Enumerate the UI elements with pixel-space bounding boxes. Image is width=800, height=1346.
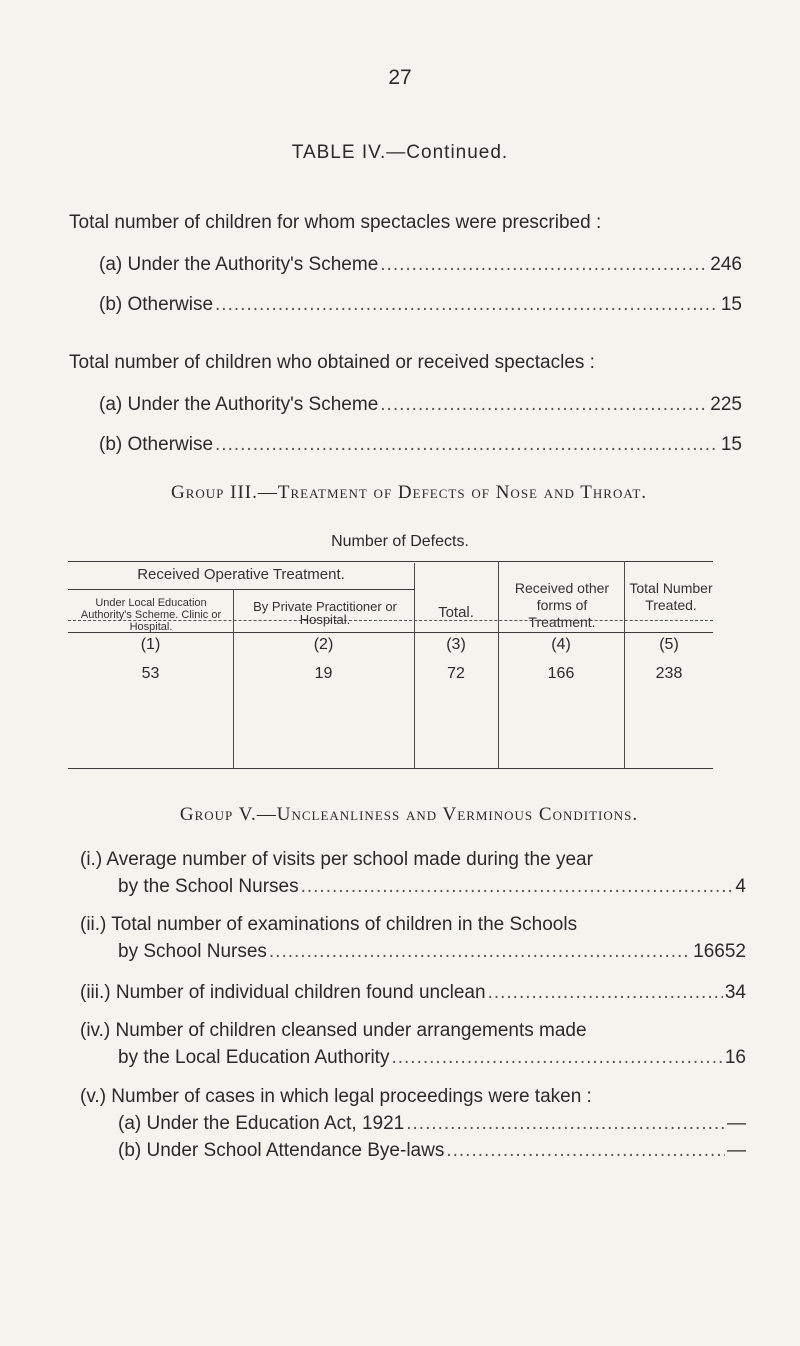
prescribed-item-b: [99, 294, 742, 316]
col1-header: Under Local Education Authority's Scheme. Clinic or Hospital.: [80, 597, 222, 633]
obtained-heading: Total number of children who obtained or received spectacles :: [69, 352, 595, 373]
obtained-item-a-label: (a) Under the Authority's Scheme: [99, 394, 379, 415]
prescribed-item-a-label: (a) Under the Authority's Scheme: [99, 254, 379, 275]
col3-value: 72: [447, 665, 465, 682]
col2-header: By Private Practitioner or Hospital.: [253, 599, 397, 627]
obtained-item-b-value: 15: [720, 434, 742, 455]
defects-caption: Number of Defects.: [331, 533, 469, 550]
group5-item-iv-line1: (iv.) Number of children cleansed under arrangements made: [80, 1020, 587, 1041]
table-top-rule: [68, 561, 713, 562]
obtained-item-b: [99, 434, 742, 456]
col4-number: (4): [551, 636, 571, 653]
prescribed-item-b-value: 15: [720, 294, 742, 315]
col2-value: 19: [314, 665, 333, 682]
group5-item-v-a: (a) Under the Education Act, 1921 ..... —: [118, 1113, 746, 1135]
group5-item-i-line1: (i.) Average number of visits per school made during the year: [80, 849, 593, 870]
group5-item-iii-value: 34: [724, 982, 746, 1003]
page-number: 27: [388, 66, 412, 89]
col-divider-2: [414, 563, 415, 635]
obtained-item-a-value: 225: [710, 394, 742, 415]
col4-header: Received other forms of Treatment.: [514, 580, 610, 630]
col5-value: 238: [655, 665, 683, 682]
col3-number: (3): [446, 636, 466, 653]
group5-item-ii-line1: (ii.) Total number of examinations of children in the Schools: [80, 914, 578, 935]
prescribed-item-a: [99, 254, 742, 276]
group5-item-iv-value: 16: [724, 1047, 746, 1068]
obtained-item-a: [99, 394, 742, 416]
table-bottom-rule: [68, 768, 713, 769]
col2-number: (2): [313, 636, 334, 653]
group5-item-iv-line2: by the Local Education Authority ..... 16: [118, 1047, 746, 1069]
obtained-item-b-label: (b) Otherwise: [99, 434, 214, 455]
col5-number: (5): [659, 636, 679, 653]
col1-value: 53: [141, 665, 160, 682]
col4-value: 166: [547, 665, 575, 682]
group5-item-iii: (iii.) Number of individual children found unclean ..... 34: [80, 982, 746, 1004]
group5-item-v-b: (b) Under School Attendance Bye-laws ..... —: [118, 1140, 746, 1162]
col1-number: (1): [140, 636, 161, 653]
table-title: TABLE IV.—Continued.: [291, 142, 509, 163]
operative-header: Received Operative Treatment.: [137, 566, 345, 583]
col3-header: Total.: [438, 604, 474, 621]
prescribed-heading: Total number of children for whom spectacles were prescribed :: [69, 212, 602, 233]
group5-item-ii-line2: by School Nurses ..... 16652: [118, 941, 746, 963]
group3-heading: Group III.—Treatment of Defects of Nose and Throat.: [170, 482, 648, 503]
prescribed-item-a-value: 246: [710, 254, 742, 275]
group5-item-v-b-value: —: [727, 1140, 746, 1161]
operative-rule: [68, 589, 414, 590]
group5-item-v: (v.) Number of cases in which legal proceedings were taken :: [80, 1086, 592, 1107]
group5-item-v-a-value: —: [727, 1113, 746, 1134]
group5-item-i-line2: by the School Nurses ..... 4: [118, 876, 746, 898]
col5-header: Total Number Treated.: [629, 580, 713, 613]
prescribed-item-b-label: (b) Otherwise: [99, 294, 214, 315]
col-divider-1: [233, 589, 234, 633]
group5-heading: Group V.—Uncleanliness and Verminous Conditions.: [179, 804, 639, 825]
group5-item-i-value: 4: [735, 876, 746, 897]
group5-item-ii-value: 16652: [693, 941, 746, 962]
